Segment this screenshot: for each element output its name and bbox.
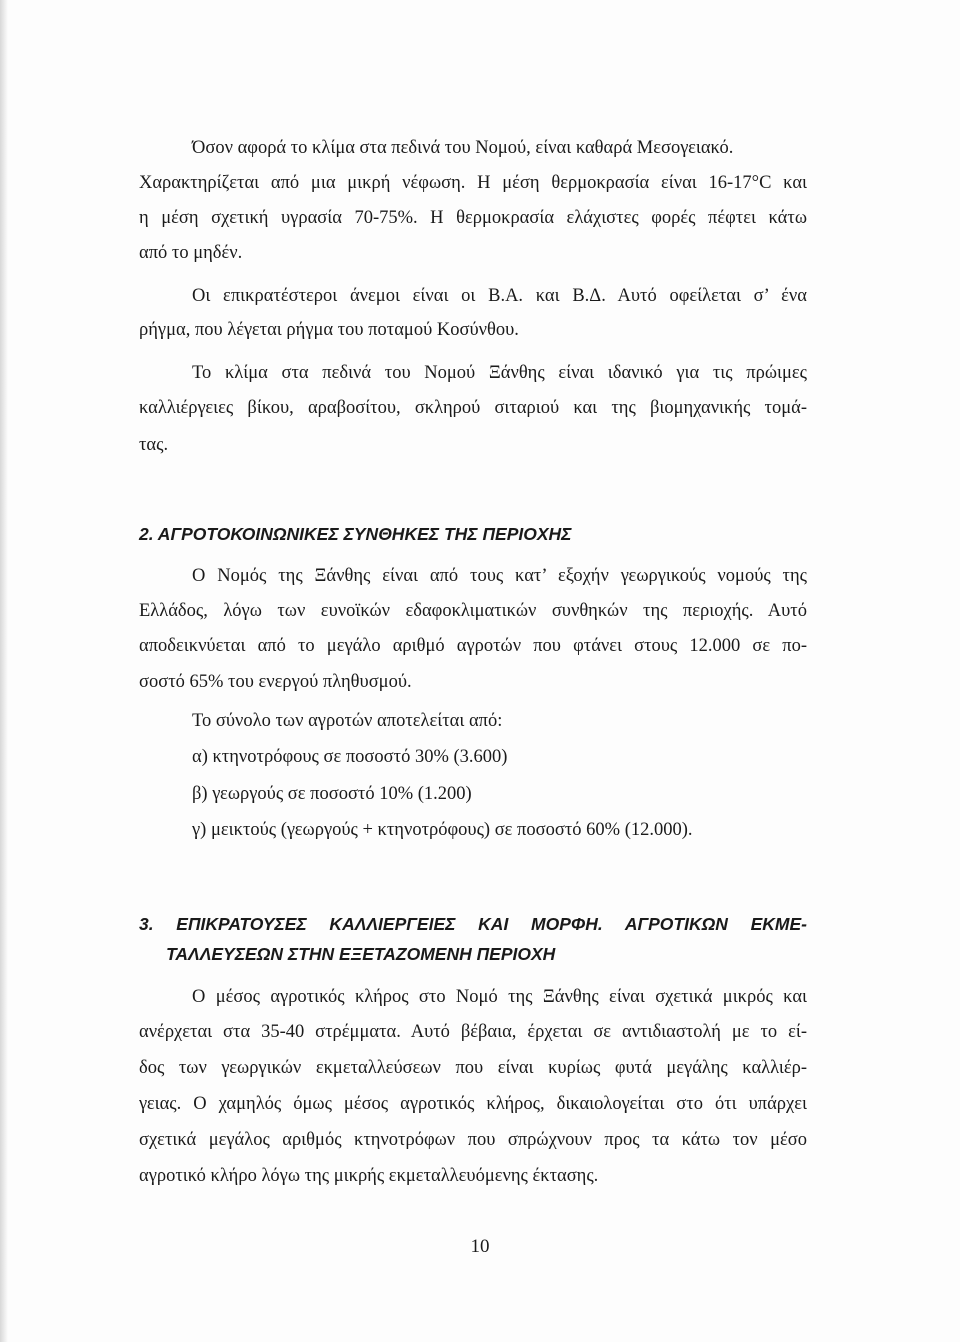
text-line: Το σύνολο των αγροτών αποτελείται από: xyxy=(192,711,503,731)
list-item: β) γεωργούς σε ποσοστό 10% (1.200) xyxy=(192,784,472,804)
section-heading-continuation: ΤΑΛΛΕΥΣΕΩΝ ΣΤΗΝ ΕΞΕΤΑΖΟΜΕΝΗ ΠΕΡΙΟΧΗ xyxy=(166,944,556,964)
text-line: ανέρχεται στα 35-40 στρέμματα. Αυτό βέβαια, έρχεται σε αντιδιαστολή με το εί- xyxy=(139,1022,807,1042)
section-heading: 3. ΕΠΙΚΡΑΤΟΥΣΕΣ ΚΑΛΛΙΕΡΓΕΙΕΣ ΚΑΙ ΜΟΡΦΗ. ΑΓΡΟΤΙΚΩΝ ΕΚΜΕ- xyxy=(139,914,807,934)
text-line: Ο μέσος αγροτικός κλήρος στο Νομό της Ξάνθης είναι σχετικά μικρός και xyxy=(192,987,807,1007)
text-line: αγροτικό κλήρο λόγω της μικρής εκμεταλλευόμενης έκτασης. xyxy=(139,1166,599,1186)
text-line: Οι επικρατέστεροι άνεμοι είναι οι Β.Α. και Β.Δ. Αυτό οφείλεται σ’ ένα xyxy=(192,286,807,306)
text-line: σοστό 65% του ενεργού πληθυσμού. xyxy=(139,672,412,692)
text-line: σχετικά μεγάλος αριθμός κτηνοτρόφων που σπρώχνουν προς τα κάτω τον μέσο xyxy=(139,1130,807,1150)
text-line: Όσον αφορά το κλίμα στα πεδινά του Νομού, είναι καθαρά Μεσογειακό. xyxy=(192,138,734,158)
text-line: δος των γεωργικών εκμεταλλεύσεων που είναι κυρίως φυτά μεγάλης καλλιέρ- xyxy=(139,1058,807,1078)
text-line: από το μηδέν. xyxy=(139,243,243,263)
scan-edge-shadow xyxy=(0,0,8,1342)
text-line: αποδεικνύεται από το μεγάλο αριθμό αγροτών που φτάνει στους 12.000 σε πο- xyxy=(139,636,807,656)
text-line: ρήγμα, που λέγεται ρήγμα του ποταμού Κοσύνθου. xyxy=(139,320,519,340)
page-number: 10 xyxy=(470,1236,490,1257)
text-line: γειας. Ο χαμηλός όμως μέσος αγροτικός κλήρος, δικαιολογείται στο ότι υπάρχει xyxy=(139,1094,807,1114)
text-line: Ελλάδος, λόγω των ευνοϊκών εδαφοκλιματικών συνθηκών της περιοχής. Αυτό xyxy=(139,601,807,621)
text-line: Χαρακτηρίζεται από μια μικρή νέφωση. Η μέση θερμοκρασία είναι 16-17°C και xyxy=(139,173,807,193)
text-line: Ο Νομός της Ξάνθης είναι από τους κατ’ εξοχήν γεωργικούς νομούς της xyxy=(192,566,807,586)
text-line: καλλιέργειες βίκου, αραβοσίτου, σκληρού σιταριού και της βιομηχανικής τομά- xyxy=(139,398,807,418)
text-line: τας. xyxy=(139,435,169,455)
list-item: α) κτηνοτρόφους σε ποσοστό 30% (3.600) xyxy=(192,747,508,767)
text-line: Το κλίμα στα πεδινά του Νομού Ξάνθης είναι ιδανικό για τις πρώιμες xyxy=(192,363,807,383)
section-heading: 2. ΑΓΡΟΤΟΚΟΙΝΩΝΙΚΕΣ ΣΥΝΘΗΚΕΣ ΤΗΣ ΠΕΡΙΟΧΗΣ xyxy=(139,524,572,544)
text-line: η μέση σχετική υγρασία 70-75%. Η θερμοκρασία ελάχιστες φορές πέφτει κάτω xyxy=(139,208,807,228)
list-item: γ) μεικτούς (γεωργούς + κτηνοτρόφους) σε ποσοστό 60% (12.000). xyxy=(192,820,693,840)
